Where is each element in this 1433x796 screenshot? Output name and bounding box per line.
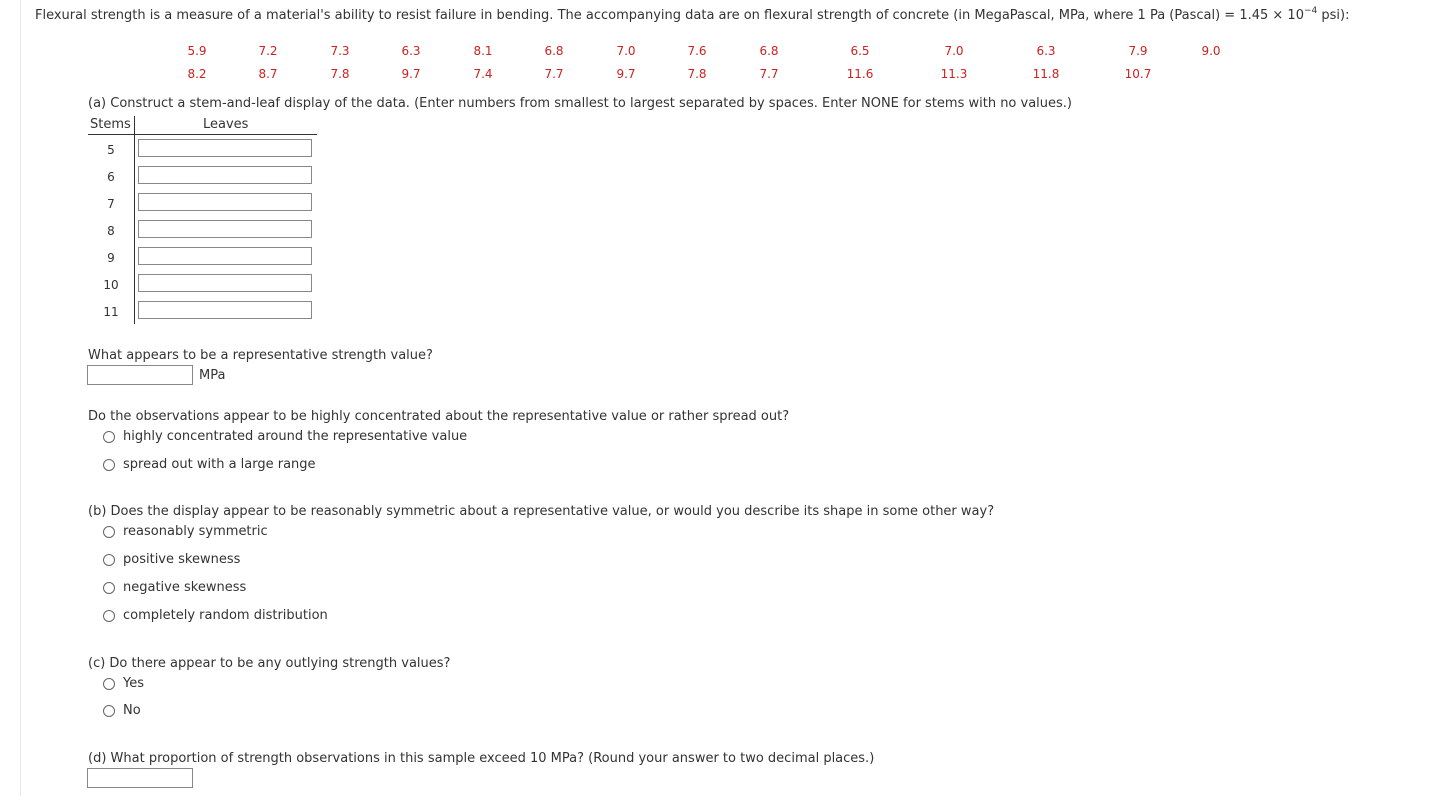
leaf-input-stem-5[interactable]	[138, 139, 312, 157]
data-value: 11.6	[846, 67, 874, 81]
data-value: 5.9	[187, 44, 207, 58]
radio-button[interactable]	[103, 610, 115, 622]
data-value: 6.3	[401, 44, 421, 58]
stem-label: 6	[107, 170, 115, 184]
representative-question: What appears to be a representative strength value?	[88, 348, 433, 363]
data-value: 7.2	[258, 44, 278, 58]
leaf-input-stem-9[interactable]	[138, 247, 312, 265]
option-label: positive skewness	[123, 552, 241, 567]
intro-text-end: psi):	[1317, 8, 1350, 23]
leaf-input-stem-11[interactable]	[138, 301, 312, 319]
option-label: No	[123, 703, 141, 718]
radio-button[interactable]	[103, 554, 115, 566]
shape-option-positive-skew[interactable]	[103, 552, 240, 567]
shape-option-random[interactable]	[103, 608, 328, 623]
data-value: 7.6	[687, 44, 707, 58]
problem-intro	[35, 8, 1349, 23]
intro-exponent: −4	[1303, 6, 1318, 16]
option-label: completely random distribution	[123, 608, 328, 623]
data-row-2	[0, 67, 1433, 83]
data-value: 7.8	[687, 67, 707, 81]
part-a-instruction: (a) Construct a stem-and-leaf display of the data. (Enter numbers from smallest to largest separated by spaces. Enter NONE for stems with no values.)	[88, 96, 1073, 111]
leaf-input-stem-7[interactable]	[138, 193, 312, 211]
stem-label: 7	[107, 197, 115, 211]
option-label: negative skewness	[123, 580, 247, 595]
representative-value-input[interactable]	[87, 365, 193, 385]
spread-option-spread-out[interactable]	[103, 457, 316, 472]
radio-button[interactable]	[103, 526, 115, 538]
stem-label: 8	[107, 224, 115, 238]
leaf-input-stem-10[interactable]	[138, 274, 312, 292]
part-d-question: (d) What proportion of strength observations in this sample exceed 10 MPa? (Round your answer to two decimal places.)	[88, 751, 875, 766]
radio-button[interactable]	[103, 678, 115, 690]
data-value: 7.0	[944, 44, 964, 58]
data-value: 11.3	[940, 67, 968, 81]
data-value: 8.7	[258, 67, 278, 81]
leaf-input-stem-6[interactable]	[138, 166, 312, 184]
stem-label: 10	[103, 278, 119, 292]
data-value: 7.4	[473, 67, 493, 81]
data-value: 6.8	[759, 44, 779, 58]
data-value: 9.0	[1201, 44, 1221, 58]
stem-label: 9	[107, 251, 115, 265]
data-row-1	[0, 44, 1433, 60]
data-value: 9.7	[616, 67, 636, 81]
spread-option-concentrated[interactable]	[103, 429, 467, 444]
data-value: 6.8	[544, 44, 564, 58]
option-label: Yes	[123, 676, 144, 691]
part-b-question: (b) Does the display appear to be reasonably symmetric about a representative value, or would you describe its shape in some other way?	[88, 504, 995, 519]
option-label: highly concentrated around the representative value	[123, 429, 468, 444]
data-value: 10.7	[1124, 67, 1152, 81]
left-border-rule	[20, 0, 21, 796]
stems-header: Stems	[90, 117, 131, 132]
data-value: 6.5	[850, 44, 870, 58]
outlier-option-no[interactable]	[103, 703, 141, 718]
table-stem-divider	[134, 116, 135, 324]
radio-button[interactable]	[103, 431, 115, 443]
data-value: 7.7	[544, 67, 564, 81]
leaf-input-stem-8[interactable]	[138, 220, 312, 238]
outlier-option-yes[interactable]	[103, 676, 144, 691]
radio-button[interactable]	[103, 582, 115, 594]
data-value: 7.3	[330, 44, 350, 58]
data-value: 7.0	[616, 44, 636, 58]
option-label: reasonably symmetric	[123, 524, 268, 539]
representative-unit: MPa	[199, 368, 226, 383]
data-value: 7.9	[1128, 44, 1148, 58]
data-value: 7.7	[759, 67, 779, 81]
shape-option-symmetric[interactable]	[103, 524, 268, 539]
leaves-header: Leaves	[203, 117, 249, 132]
table-header-divider	[88, 134, 317, 135]
data-value: 8.1	[473, 44, 493, 58]
data-value: 9.7	[401, 67, 421, 81]
shape-option-negative-skew[interactable]	[103, 580, 246, 595]
option-label: spread out with a large range	[123, 457, 316, 472]
spread-question: Do the observations appear to be highly concentrated about the representative value or rather spread out?	[88, 409, 790, 424]
radio-button[interactable]	[103, 459, 115, 471]
data-value: 11.8	[1032, 67, 1060, 81]
data-value: 8.2	[187, 67, 207, 81]
intro-text: Flexural strength is a measure of a material's ability to resist failure in bending. The accompanying data are on flexural strength of concrete (in MegaPascal, MPa, where 1 Pa (Pascal) = 1.45 × 10	[35, 8, 1304, 23]
stem-label: 11	[103, 305, 119, 319]
proportion-answer-input[interactable]	[87, 768, 193, 788]
data-value: 7.8	[330, 67, 350, 81]
radio-button[interactable]	[103, 705, 115, 717]
stem-label: 5	[107, 143, 115, 157]
data-value: 6.3	[1036, 44, 1056, 58]
part-c-question: (c) Do there appear to be any outlying strength values?	[88, 656, 451, 671]
